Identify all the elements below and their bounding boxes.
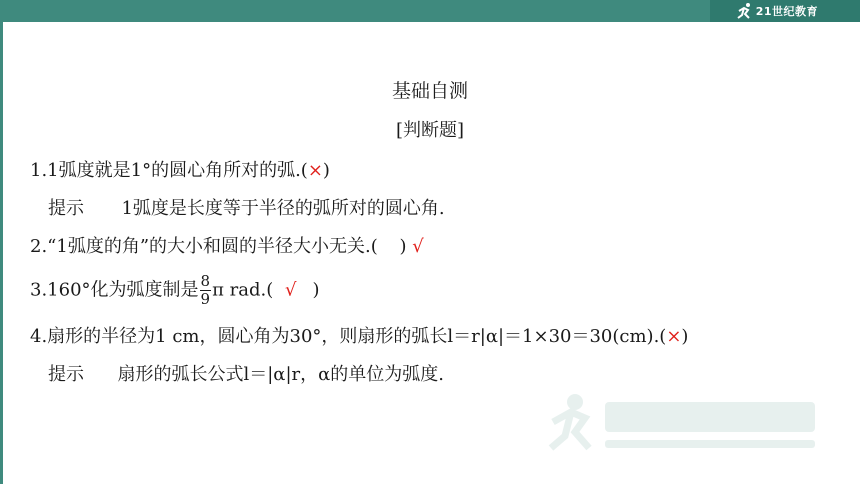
question-2 (30, 232, 424, 258)
check-mark: √ (284, 279, 297, 301)
runner-logo-icon (736, 2, 754, 20)
watermark-logo-icon (545, 388, 835, 458)
question-3 (30, 274, 319, 307)
question-4 (30, 322, 688, 348)
hint-2 (48, 360, 444, 386)
page-title: 基础自测 (391, 80, 468, 102)
question-2-text: 2.“1弧度的角”的大小和圆的半径大小无关.( (30, 236, 378, 257)
section-subtitle: [判断题] (395, 120, 465, 141)
fraction-denominator: 9 (200, 290, 211, 308)
fraction (200, 274, 212, 307)
question-2-close: ) (399, 236, 407, 257)
check-mark: √ (412, 236, 424, 257)
question-3-text-before: 3.160°化为弧度制是 (30, 279, 199, 301)
hint-1-text: 1弧度是长度等于半径的弧所对的圆心角. (121, 198, 445, 219)
question-1-text: 1.1弧度就是1°的圆心角所对的弧.( (30, 160, 308, 181)
fraction-numerator: 8 (200, 272, 211, 290)
logo-text: 21世纪教育 (755, 5, 818, 18)
hint-1 (48, 194, 445, 220)
question-3-close: ) (312, 279, 320, 301)
hint-2-label: 提示 (48, 364, 84, 385)
question-1-close: ) (322, 160, 330, 181)
question-1 (30, 156, 330, 182)
question-4-text: 4.扇形的半径为1 cm，圆心角为30°，则扇形的弧长l＝r|α|＝1×30＝30(cm).( (30, 326, 667, 347)
hint-2-text: 扇形的弧长公式l＝|α|r，α的单位为弧度. (117, 364, 444, 385)
cross-mark: × (307, 160, 323, 181)
logo-tab (710, 0, 860, 22)
question-4-close: ) (681, 326, 689, 347)
question-3-text-after: π rad.( (212, 279, 274, 301)
cross-mark: × (666, 326, 682, 347)
hint-1-label: 提示 (48, 198, 84, 219)
